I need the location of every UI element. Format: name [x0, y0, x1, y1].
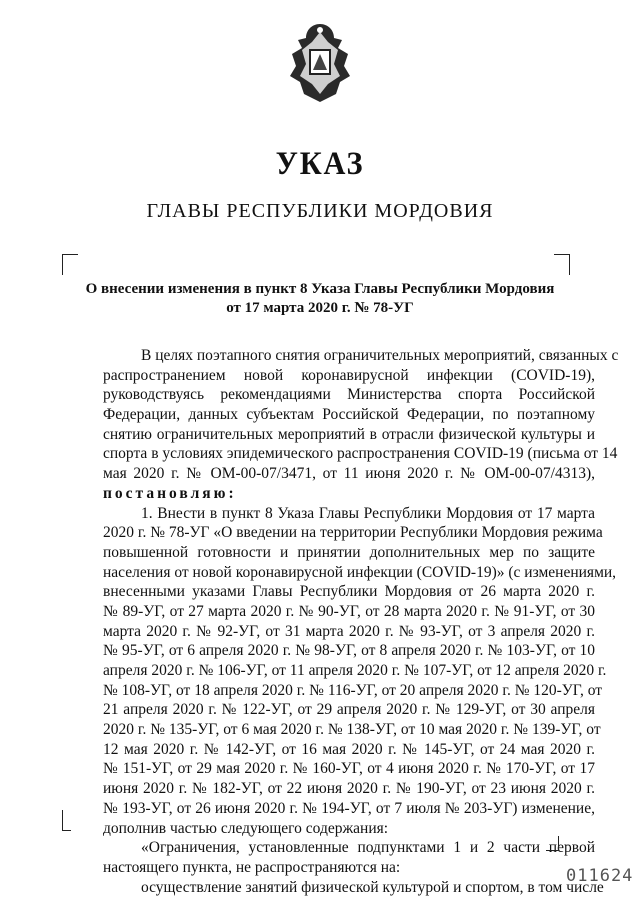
- body-line: внесенными указами Главы Республики Мордовия от 26 марта 2020 г.: [103, 583, 595, 601]
- corner-mark-top-right: [554, 254, 570, 275]
- body-line: снятию ограничительных мероприятий в отрасли физической культуры и: [103, 425, 595, 443]
- heading-line-2: от 17 марта 2020 г. № 78-УГ: [226, 300, 414, 316]
- body-line: повышенной готовности и принятии дополнительных мер по защите: [103, 543, 595, 561]
- body-line: мая 2020 г. № ОМ-00-07/3471, от 11 июня 2020 г. № ОМ-00-07/4313),: [103, 465, 595, 483]
- heading-line-1: О внесении изменения в пункт 8 Указа Главы Республики Мордовия: [85, 281, 555, 297]
- body-line: осуществление занятий физической культурой и спортом, в том числе: [141, 878, 604, 896]
- document-heading: [0, 280, 640, 318]
- body-line: № 89-УГ, от 27 марта 2020 г. № 90-УГ, от 28 марта 2020 г. № 91-УГ, от 30: [103, 602, 595, 620]
- body-line: руководствуясь рекомендациями Министерства спорта Российской: [103, 386, 595, 404]
- body-line: 2020 г. № 78-УГ «О введении на территории Республики Мордовия режима: [103, 524, 603, 542]
- corner-mark-top-left: [62, 254, 78, 275]
- coat-of-arms-emblem: [282, 20, 358, 106]
- body-line: дополнив частью следующего содержания:: [103, 819, 389, 837]
- body-line: № 193-УГ, от 26 июня 2020 г. № 194-УГ, от 7 июля № 203-УГ) изменение,: [103, 799, 595, 817]
- body-line: 1. Внести в пункт 8 Указа Главы Республики Мордовия от 17 марта: [141, 504, 595, 522]
- body-line: июня 2020 г. № 182-УГ, от 22 июня 2020 г. № 190-УГ, от 23 июня 2020 г.: [103, 780, 595, 798]
- body-line: № 108-УГ, от 18 апреля 2020 г. № 116-УГ, от 20 апреля 2020 г. № 120-УГ, от: [103, 681, 603, 699]
- body-line: «Ограничения, установленные подпунктами 1 и 2 части первой: [141, 839, 595, 857]
- body-line: распространением новой коронавирусной инфекции (COVID-19),: [103, 366, 595, 384]
- registration-stamp-number: 011624: [566, 866, 634, 886]
- body-line: № 151-УГ, от 29 мая 2020 г. № 160-УГ, от 4 июня 2020 г. № 170-УГ, от 17: [103, 760, 595, 778]
- decree-title: УКАЗ: [275, 146, 365, 182]
- body-line: населения от новой коронавирусной инфекции (COVID-19)» (с изменениями,: [103, 563, 617, 581]
- decree-subtitle: ГЛАВЫ РЕСПУБЛИКИ МОРДОВИЯ: [146, 200, 494, 222]
- body-line: 12 мая 2020 г. № 142-УГ, от 16 мая 2020 г. № 145-УГ, от 24 мая 2020 г.: [103, 740, 595, 758]
- body-line: В целях поэтапного снятия ограничительных мероприятий, связанных с: [141, 347, 619, 364]
- body-line: настоящего пункта, не распространяются на:: [103, 858, 401, 876]
- corner-mark-bottom-right: [546, 836, 559, 851]
- body-line: 2020 г. № 135-УГ, от 6 мая 2020 г. № 138-УГ, от 10 мая 2020 г. № 139-УГ, от: [103, 721, 601, 739]
- body-line: апреля 2020 г. № 106-УГ, от 11 апреля 2020 г. № 107-УГ, от 12 апреля 2020 г.: [103, 662, 607, 679]
- body-line: 21 апреля 2020 г. № 122-УГ, от 29 апреля 2020 г. № 129-УГ, от 30 апреля: [103, 701, 595, 719]
- corner-mark-bottom-left: [62, 810, 71, 831]
- body-line: Федерации, данных субъектам Российской Федерации, по поэтапному: [103, 406, 595, 424]
- resolution-word: постановляю:: [103, 484, 237, 502]
- body-line: № 95-УГ, от 6 апреля 2020 г. № 98-УГ, от 8 апреля 2020 г. № 103-УГ, от 10: [103, 642, 595, 660]
- body-line: марта 2020 г. № 92-УГ, от 31 марта 2020 г. № 93-УГ, от 3 апреля 2020 г.: [103, 622, 595, 640]
- body-line: спорта в условиях эпидемического распространения COVID-19 (письма от 14: [103, 445, 618, 463]
